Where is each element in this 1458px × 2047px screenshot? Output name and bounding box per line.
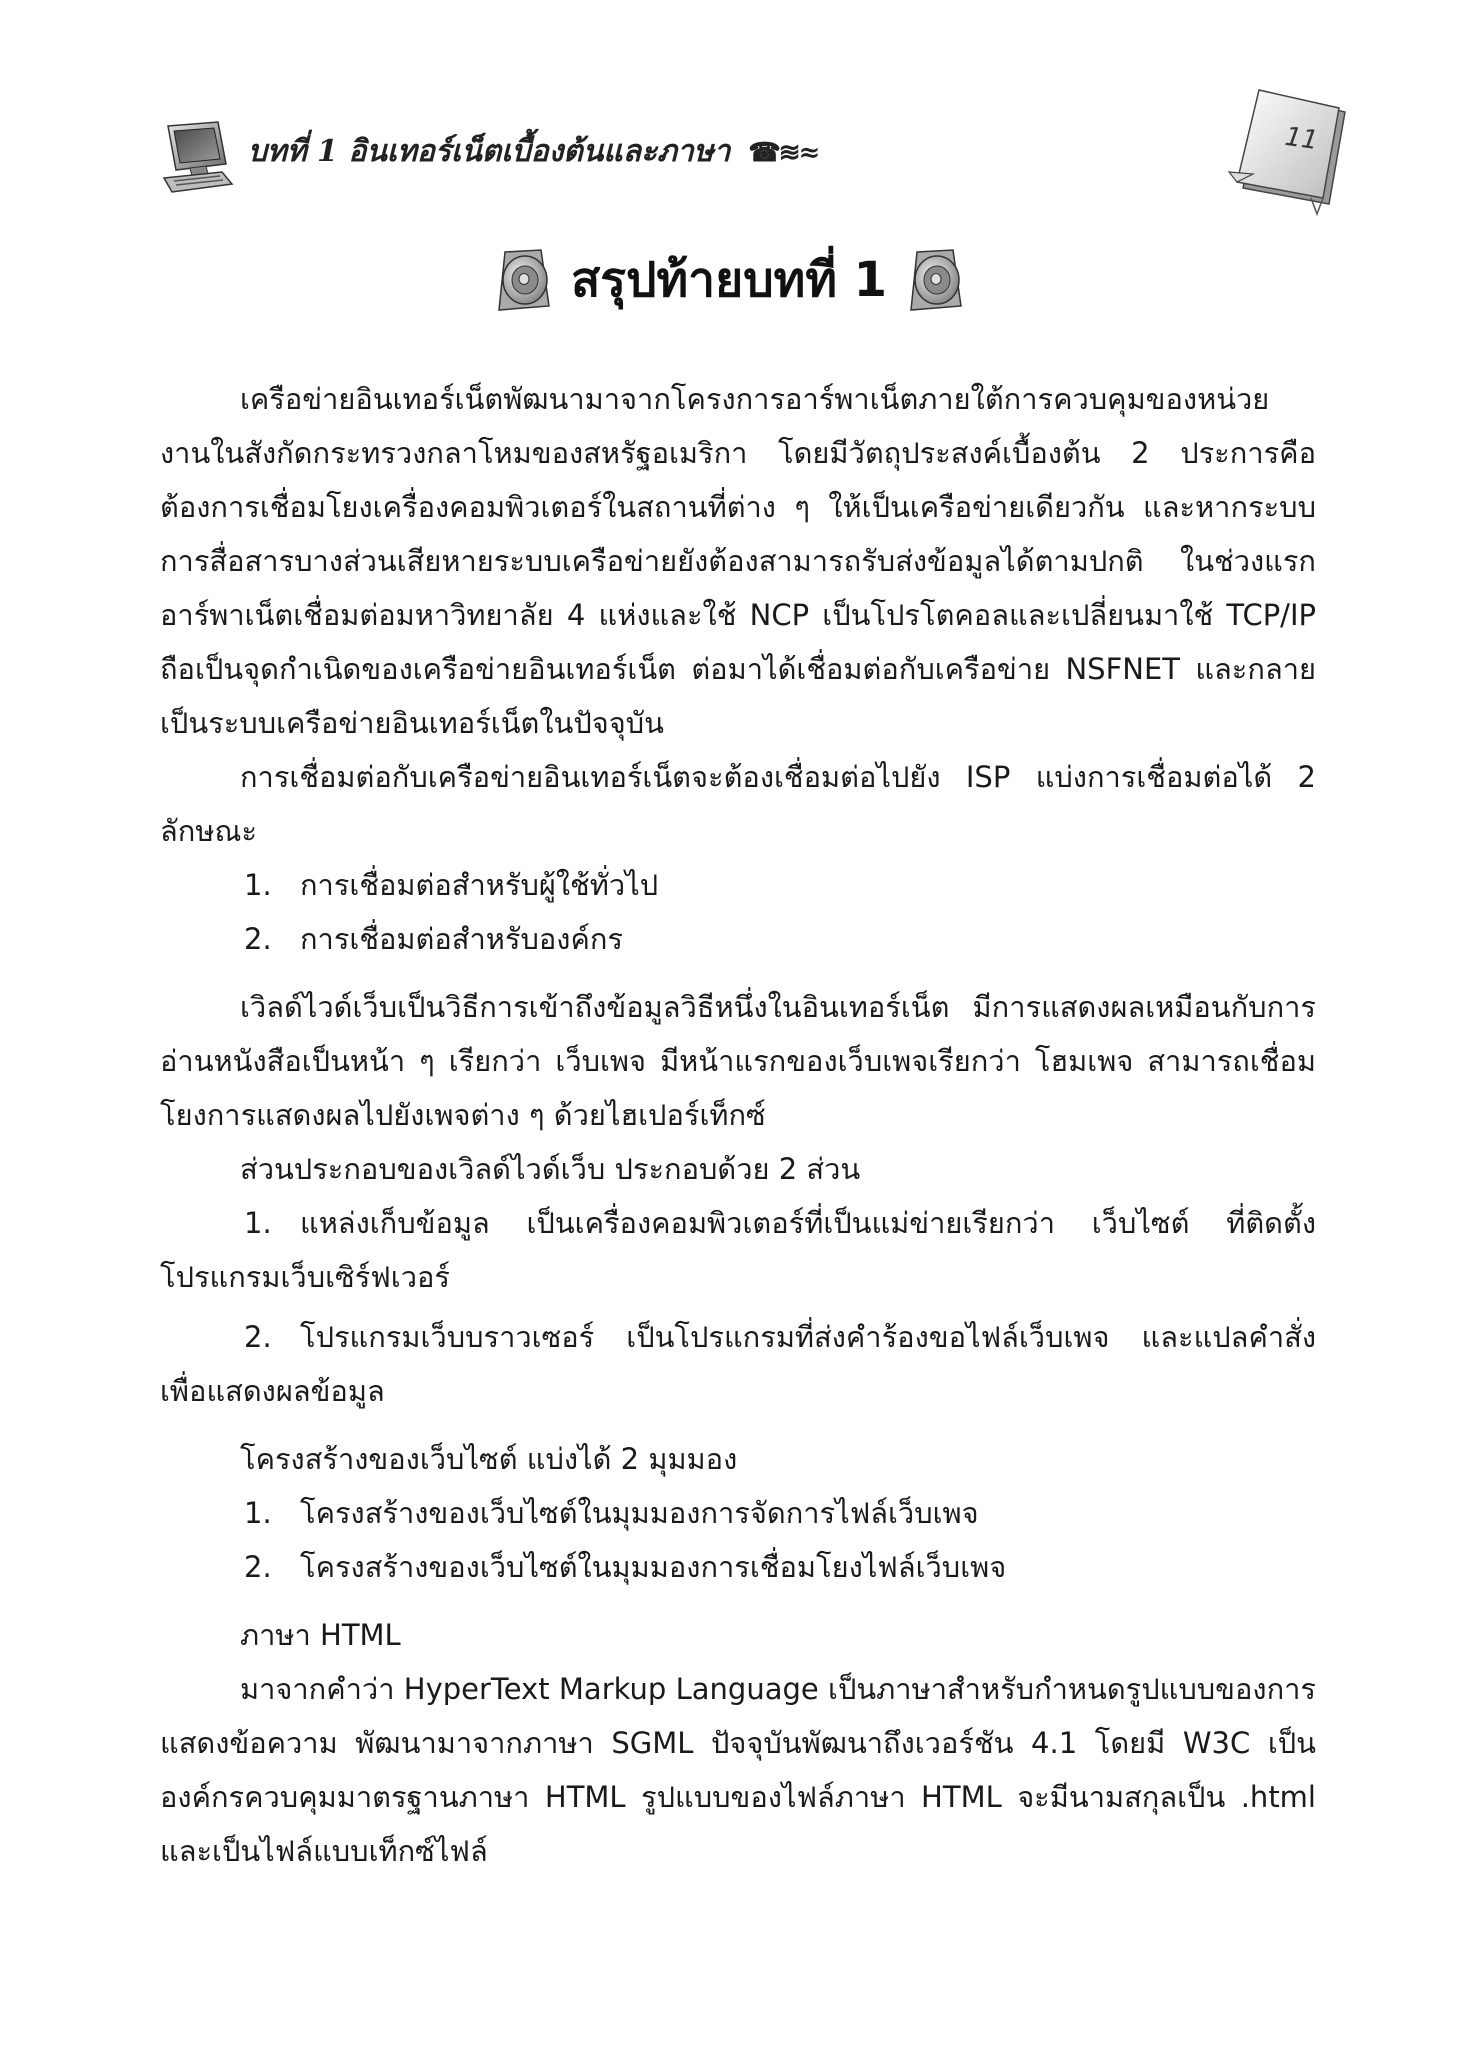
list-text: การเชื่อมต่อสำหรับผู้ใช้ทั่วไป — [300, 868, 659, 902]
list-text: โครงสร้างของเว็บไซต์ในมุมมองการจัดการไฟล์เว็บเพจ — [300, 1496, 979, 1530]
chapter-summary-title — [0, 240, 1458, 320]
list-item — [160, 1540, 1316, 1594]
paragraph-www-components: ส่วนประกอบของเวิลด์ไวด์เว็บ ประกอบด้วย 2 ส่วน — [240, 1152, 861, 1186]
page-header — [160, 112, 1350, 222]
heading-html-language: ภาษา HTML — [240, 1618, 401, 1652]
list-number: 2. — [244, 922, 272, 956]
summary-body — [160, 372, 1316, 1878]
paragraph-internet-history: เครือข่ายอินเทอร์เน็ตพัฒนามาจากโครงการอาร์พาเน็ตภายใต้การควบคุมของหน่วยงานในสังกัดกระทรวงกลาโหมของสหรัฐอเมริกา โดยมีวัตถุประสงค์เบื้องต้น 2 ประการคือ ต้องการเชื่อมโยงเครื่องคอมพิวเตอร์ในสถานที่ต่าง ๆ ให้เป็นเครือข่ายเดียวกัน และหากระบบการสื่อสารบางส่วนเสียหายระบบเครือข่ายยังต้องสามารถรับส่งข้อมูลได้ตามปกติ ในช่วงแรก อาร์พาเน็ตเชื่อมต่อมหาวิทยาลัย 4 แห่งและใช้ NCP เป็นโปรโตคอลและเปลี่ยนมาใช้ TCP/IP ถือเป็นจุดกำเนิดของเครือข่ายอินเทอร์เน็ต ต่อมาได้เชื่อมต่อกับเครือข่าย NSFNET และกลายเป็นระบบเครือข่ายอินเทอร์เน็ตในปัจจุบัน — [160, 382, 1316, 740]
website-structure-list — [160, 1486, 1316, 1594]
list-number: 1. — [244, 1206, 272, 1240]
list-item — [160, 1196, 1316, 1304]
list-item — [160, 912, 1316, 966]
list-item — [160, 1486, 1316, 1540]
chapter-label: บทที่ 1 อินเทอร์เน็ตเบื้องต้นและภาษา — [248, 134, 731, 169]
header-ornament: ☎≋≈ — [748, 138, 819, 168]
paragraph-website-structure: โครงสร้างของเว็บไซต์ แบ่งได้ 2 มุมมอง — [240, 1442, 738, 1476]
speaker-icon-left — [491, 246, 555, 314]
list-number: 2. — [244, 1550, 272, 1584]
list-text: โปรแกรมเว็บบราวเซอร์ เป็นโปรแกรมที่ส่งคำร้องขอไฟล์เว็บเพจ และแปลคำสั่งเพื่อแสดงผลข้อมูล — [160, 1320, 1316, 1408]
list-number: 1. — [244, 868, 272, 902]
paragraph-www: เวิลด์ไวด์เว็บเป็นวิธีการเข้าถึงข้อมูลวิธีหนึ่งในอินเทอร์เน็ต มีการแสดงผลเหมือนกับการอ่านหนังสือเป็นหน้า ๆ เรียกว่า เว็บเพจ มีหน้าแรกของเว็บเพจเรียกว่า โฮมเพจ สามารถเชื่อมโยงการแสดงผลไปยังเพจต่าง ๆ ด้วยไฮเปอร์เท็กซ์ — [160, 990, 1316, 1132]
list-text: โครงสร้างของเว็บไซต์ในมุมมองการเชื่อมโยงไฟล์เว็บเพจ — [300, 1550, 1007, 1584]
list-item — [160, 1310, 1316, 1418]
list-item — [160, 858, 1316, 912]
paragraph-connection-types: การเชื่อมต่อกับเครือข่ายอินเทอร์เน็ตจะต้องเชื่อมต่อไปยัง ISP แบ่งการเชื่อมต่อได้ 2 ลักษณะ — [160, 760, 1316, 848]
list-number: 2. — [244, 1320, 272, 1354]
speaker-icon-right — [903, 246, 967, 314]
page-number: 11 — [1283, 121, 1321, 157]
computer-icon — [160, 118, 234, 196]
chapter-header-title — [248, 128, 818, 175]
list-text: การเชื่อมต่อสำหรับองค์กร — [300, 922, 623, 956]
connection-types-list — [160, 858, 1316, 966]
summary-title-text: สรุปท้ายบทที่ 1 — [570, 252, 888, 308]
list-text: แหล่งเก็บข้อมูล เป็นเครื่องคอมพิวเตอร์ที่เป็นแม่ข่ายเรียกว่า เว็บไซต์ ที่ติดตั้งโปรแกรมเว็บเซิร์ฟเวอร์ — [160, 1206, 1316, 1294]
paragraph-html: มาจากคำว่า HyperText Markup Language เป็นภาษาสำหรับกำหนดรูปแบบของการแสดงข้อความ พัฒนามาจากภาษา SGML ปัจจุบันพัฒนาถึงเวอร์ชัน 4.1 โดยมี W3C เป็นองค์กรควบคุมมาตรฐานภาษา HTML รูปแบบของไฟล์ภาษา HTML จะมีนามสกุลเป็น .html และเป็นไฟล์แบบเท็กซ์ไฟล์ — [160, 1672, 1316, 1868]
www-components-list — [160, 1196, 1316, 1418]
list-number: 1. — [244, 1496, 272, 1530]
